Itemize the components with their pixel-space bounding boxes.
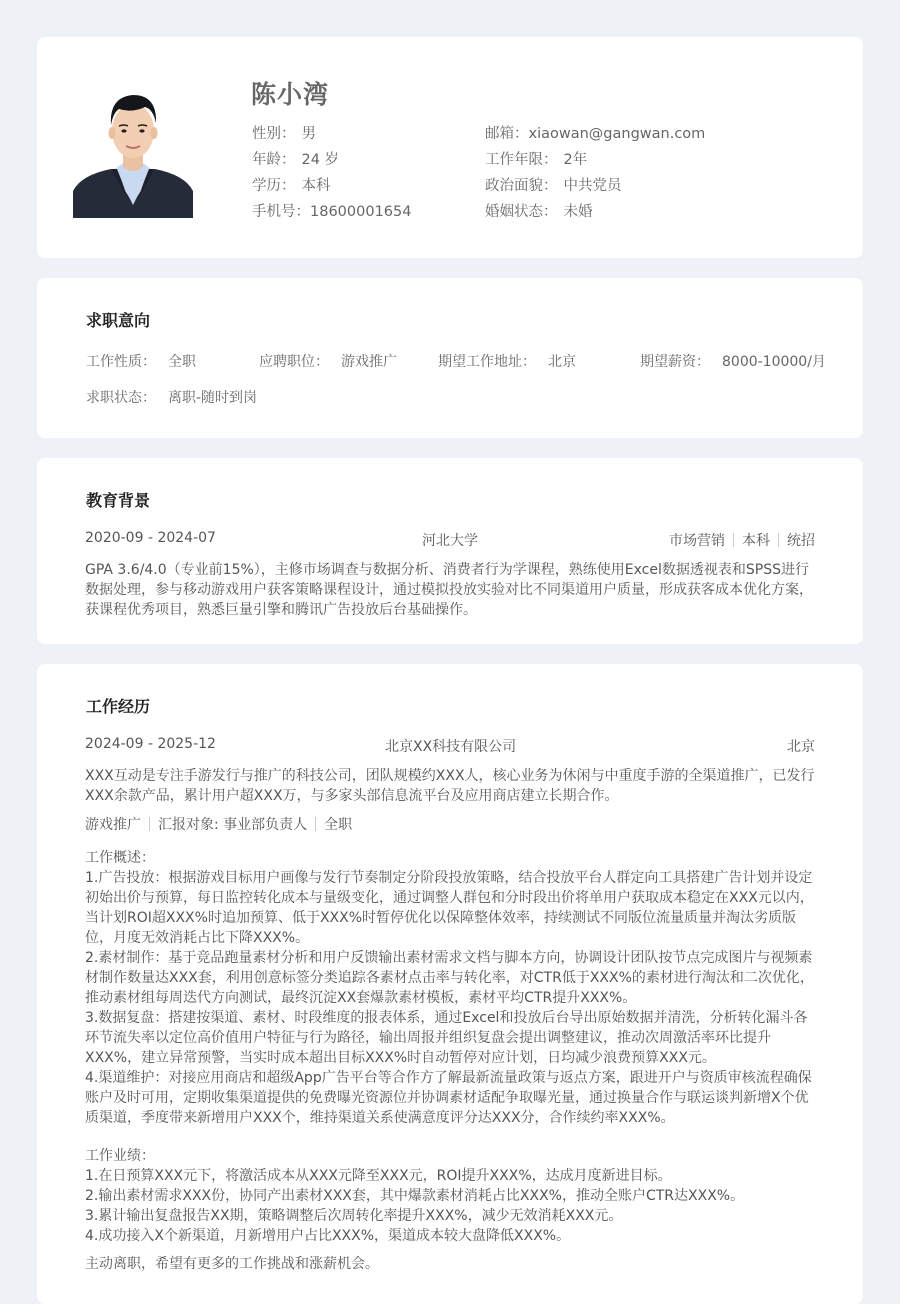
profile-card <box>37 37 863 258</box>
info-label: 年龄： <box>252 152 296 168</box>
job-intent-card <box>37 278 863 438</box>
field-value: 北京 <box>548 354 576 370</box>
info-gender <box>252 122 316 143</box>
info-age <box>252 148 339 169</box>
info-value: 男 <box>301 126 316 142</box>
info-label: 性别： <box>252 126 296 142</box>
achievement-item: 1.在日预算XXX元下，将激活成本从XXX元降至XXX元，ROI提升XXX%，达成月度新进目标。 <box>85 1168 672 1184</box>
info-value: 2年 <box>563 152 588 168</box>
tag-divider <box>778 533 779 547</box>
overview-item: 4.渠道维护：对接应用商店和超级App广告平台等合作方了解最新流量政策与返点方案，跟进开户与资质审核流程确保账户及时可用，定期收集渠道提供的免费曝光资源位并协调素材适配争取曝光量，通过换量合作与联运谈判新增X个优质渠道，季度带来新增用户XXX个，维持渠道关系使满意度评分达XXX分，合作续约率XXX%。 <box>85 1070 812 1126</box>
company-description: XXX互动是专注手游发行与推广的科技公司，团队规模约XXX人，核心业务为休闲与中重度手游的全渠道推广，已发行XXX余款产品，累计用户超XXX万，与多家头部信息流平台及应用商店建立长期合作。 <box>85 768 815 804</box>
info-label: 婚姻状态： <box>485 204 558 220</box>
work-role: 游戏推广 <box>85 817 141 833</box>
work-company: 北京XX科技有限公司 <box>385 739 517 755</box>
section-title: 求职意向 <box>86 311 151 330</box>
info-email <box>485 122 705 143</box>
tag-divider <box>149 817 150 831</box>
info-label: 学历： <box>252 178 296 194</box>
info-education <box>252 174 331 195</box>
info-label: 邮箱： <box>485 126 529 142</box>
section-title: 教育背景 <box>86 491 151 510</box>
info-value: 本科 <box>301 178 331 194</box>
edu-major: 市场营销 <box>669 533 725 549</box>
info-value: 未婚 <box>563 204 593 220</box>
info-phone <box>252 200 411 221</box>
overview-item: 2.素材制作：基于竞品跑量素材分析和用户反馈输出素材需求文档与脚本方向，协调设计团队按节点完成图片与视频素材制作数量达XXX套，利用创意标签分类追踪各素材点击率与转化率，对CTR低于XXX%的素材进行淘汰和二次优化，推动素材组每周迭代方向测试，最终沉淀XX套爆款素材模板，素材平均CTR提升XXX%。 <box>85 950 814 1006</box>
edu-degree: 本科 <box>742 533 770 549</box>
field-value: 游戏推广 <box>341 354 397 370</box>
work-experience-card <box>37 664 863 1304</box>
leave-reason: 主动离职，希望有更多的工作挑战和涨薪机会。 <box>85 1256 379 1272</box>
achievement-item: 3.累计输出复盘报告XX期，策略调整后次周转化率提升XXX%，减少无效消耗XXX元。 <box>85 1208 623 1224</box>
info-years <box>485 148 587 169</box>
overview-item: 3.数据复盘：搭建按渠道、素材、时段维度的报表体系，通过Excel和投放后台导出原始数据并清洗，分析转化漏斗各环节流失率以定位高价值用户特征与行为路径，输出周报并组织复盘会提出调整建议，推动次周激活率环比提升XXX%，建立异常预警，当实时成本超出目标XXX%时自动暂停对应计划，日均减少浪费预算XXX元。 <box>85 1010 808 1066</box>
field-label: 应聘职位： <box>259 354 329 370</box>
info-label: 工作年限： <box>485 152 558 168</box>
field-label: 求职状态： <box>86 390 156 406</box>
work-city: 北京 <box>787 739 815 755</box>
work-type: 全职 <box>324 817 353 833</box>
overview-item: 1.广告投放：根据游戏目标用户画像与发行节奏制定分阶段投放策略，结合投放平台人群定向工具搭建广告计划并设定初始出价与预算，每日监控转化成本与量级变化，通过调整人群包和分时段出价将单用户获取成本稳定在XXX元以内，当计划ROI超XXX%时追加预算、低于XXX%时暂停优化以保障整体效率，持续测试不同版位流量质量并淘汰劣质版位，月度无效消耗占比下降XXX%。 <box>85 870 814 946</box>
work-overview <box>85 848 817 1128</box>
overview-title: 工作概述： <box>85 850 155 866</box>
candidate-name: 陈小湾 <box>251 80 330 109</box>
field-value: 离职-随时到岗 <box>168 390 258 406</box>
avatar-photo <box>73 83 193 218</box>
edu-enrollment: 统招 <box>787 533 815 549</box>
field-value: 全职 <box>168 354 196 370</box>
info-value[interactable]: xiaowan@gangwan.com <box>528 126 706 142</box>
person-photo-icon <box>73 83 193 218</box>
edu-description: GPA 3.6/4.0（专业前15%），主修市场调查与数据分析、消费者行为学课程，熟练使用Excel数据透视表和SPSS进行数据处理，参与移动游戏用户获客策略课程设计，通过模拟投放实验对比不同渠道用户质量，形成获客成本优化方案，获课程优秀项目，熟悉巨量引擎和腾讯广告投放后台基础操作。 <box>85 562 813 618</box>
edu-period: 2020-09 - 2024-07 <box>85 530 216 546</box>
section-title: 工作经历 <box>86 697 151 716</box>
info-marital <box>485 200 593 221</box>
field-label: 期望工作地址： <box>438 354 536 370</box>
achievement-item: 2.输出素材需求XXX份，协同产出素材XXX套，其中爆款素材消耗占比XXX%，推动全账户CTR达XXX%。 <box>85 1188 745 1204</box>
field-label: 期望薪资： <box>640 354 710 370</box>
work-period: 2024-09 - 2025-12 <box>85 736 216 752</box>
education-card <box>37 458 863 644</box>
field-value: 8000-10000/月 <box>722 354 826 370</box>
info-value: 24 岁 <box>301 152 340 168</box>
intent-location <box>438 351 576 371</box>
work-achievements <box>85 1146 817 1246</box>
edu-school: 河北大学 <box>422 533 478 549</box>
edu-tags <box>669 530 815 550</box>
intent-status <box>86 387 257 407</box>
intent-position <box>259 351 397 371</box>
achievement-item: 4.成功接入X个新渠道，月新增用户占比XXX%，渠道成本较大盘降低XXX%。 <box>85 1228 571 1244</box>
work-report-to: 汇报对象: 事业部负责人 <box>158 817 308 833</box>
info-label: 政治面貌： <box>485 178 558 194</box>
tag-divider <box>733 533 734 547</box>
info-label: 手机号： <box>252 204 310 220</box>
intent-salary <box>640 351 826 371</box>
work-tags <box>85 814 352 834</box>
info-value: 中共党员 <box>563 178 622 194</box>
info-value: 18600001654 <box>310 204 412 220</box>
intent-job-type <box>86 351 196 371</box>
info-political <box>485 174 622 195</box>
field-label: 工作性质： <box>86 354 156 370</box>
achievements-title: 工作业绩： <box>85 1148 155 1164</box>
tag-divider <box>315 817 316 831</box>
